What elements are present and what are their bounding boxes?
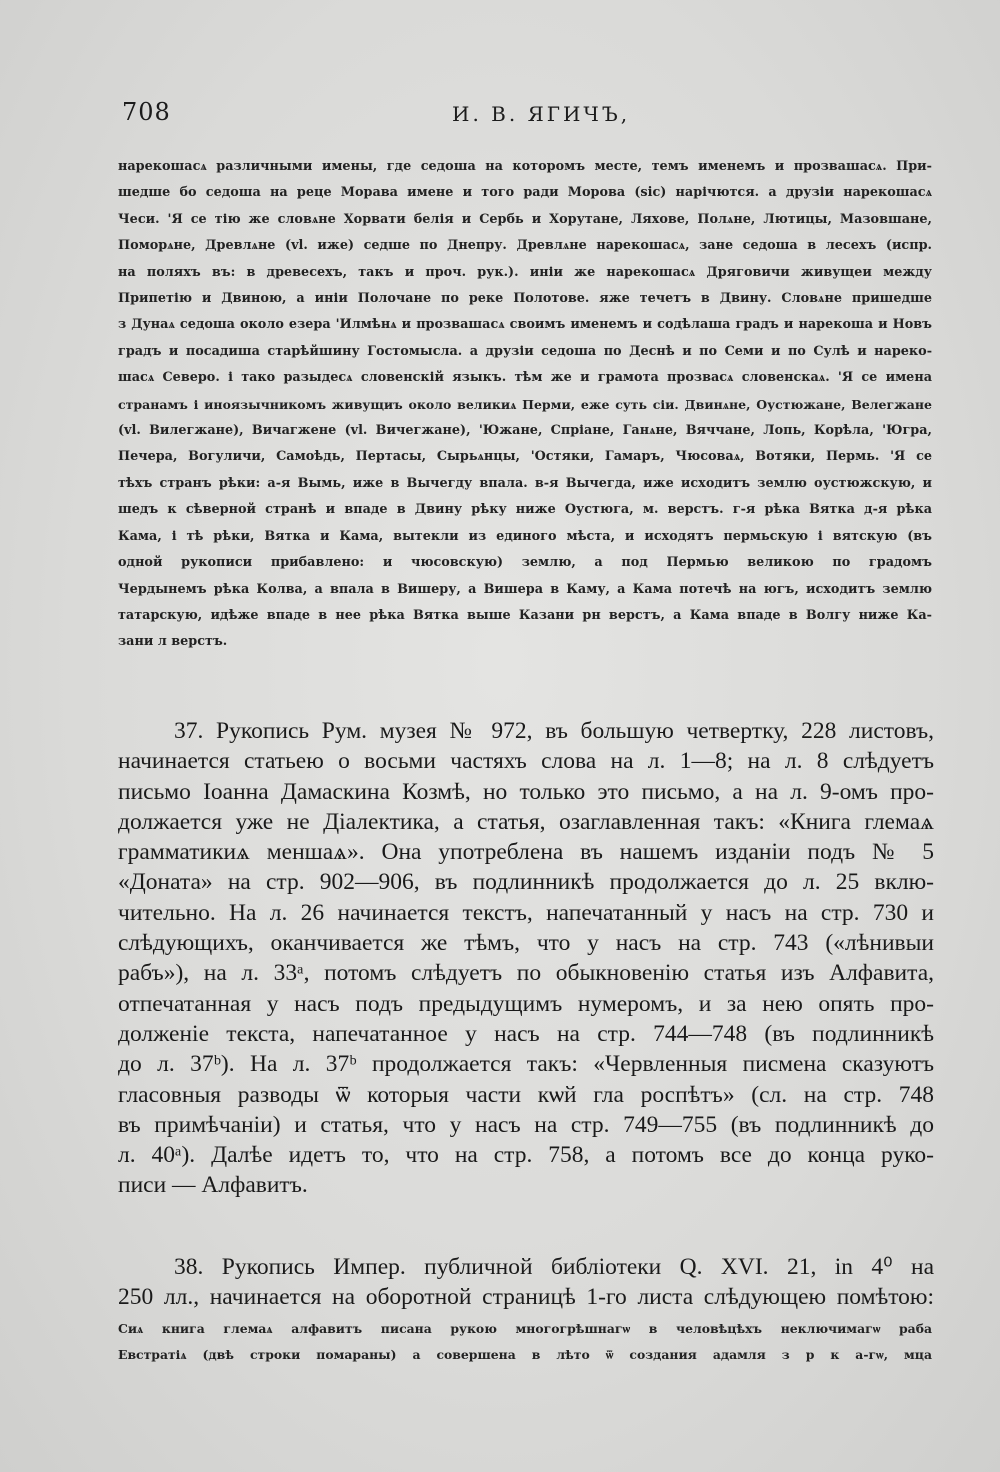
text-line: (vl. Вилегжане), Вичагжене (vl. Вичегжане), 'Южане, Спріане, Ганѧне, Вяччане, Лопь, Корѣла, 'Югра,	[118, 423, 932, 439]
text-line: 37. Рукопись Рум. музея № 972, въ большую четвертку, 228 листовъ,	[174, 718, 934, 744]
running-title: И. В. ЯГИЧЪ,	[452, 102, 631, 126]
paragraph-37	[118, 716, 934, 1201]
text-line: грамматикиѧ меншаѧ». Она употреблена въ нашемъ изданіи подъ № 5	[118, 839, 934, 866]
text-line: Сиѧ книга глемаѧ алфавитъ писана рукою многогрѣшнагѡ в человѣцѣхъ неключимагѡ раба	[118, 1321, 932, 1336]
text-line: Печера, Вогуличи, Самоѣдь, Пертасы, Сырьѧнцы, 'Остяки, Гамаръ, Чюсоваѧ, Вотяки, Пермь. 'Я се	[118, 449, 932, 465]
text-line: чительно. На л. 26 начинается текстъ, напечатанный у насъ на стр. 730 и	[118, 899, 934, 926]
text-line: градъ и посадиша старѣйшину Гостомысла. а друзіи седоша по Деснѣ и по Семи и по Сулѣ и нареко-	[118, 343, 932, 359]
text-line: слѣдующихъ, оканчивается же тѣмъ, что у насъ на стр. 743 («лѣнивыи	[118, 930, 934, 957]
slavonic-quotation-top	[118, 154, 932, 656]
text-line: шедъ к сѣверной странѣ и впаде в Двину рѣку ниже Оустюга, м. верстъ. г-я рѣка Вятка д-я рѣка	[118, 502, 932, 518]
text-line: въ примѣчаніи) и статья, что у насъ на стр. 749—755 (въ подлинникѣ до	[118, 1111, 934, 1138]
text-line: должается уже не Діалектика, а статья, озаглавленная такъ: «Книга глемаѧ	[118, 808, 934, 835]
text-line: 38. Рукопись Импер. публичной библіотеки Q. XVI. 21, in 4⁰ на	[174, 1254, 934, 1280]
text-line: зани л верстъ.	[118, 634, 228, 650]
slavonic-quotation-bottom	[118, 1316, 932, 1368]
text-line: отпечатанная у насъ подъ предыдущимъ нумеромъ, и за нею опять про-	[118, 990, 934, 1017]
text-line: шасѧ Северо. і тако разыдесѧ словенскій языкъ. тѣм же и грамота прозвасѧ словенскаѧ. 'Я се имена	[118, 370, 932, 386]
page-header	[122, 98, 930, 138]
paragraph-38	[118, 1252, 934, 1313]
text-line: Кама, і тѣ рѣки, Вятка и Кама, вытекли из единого мѣста, и исходятъ пермьскую і вятскую (въ	[118, 528, 932, 544]
text-line: письмо Іоанна Дамаскина Козмѣ, но только это письмо, а на л. 9-омъ про-	[118, 778, 934, 805]
text-line: до л. 37ᵇ). На л. 37ᵇ продолжается такъ: «Червленныя писмена сказуютъ	[118, 1051, 934, 1078]
text-line: Поморѧне, Древлѧне (vl. иже) седше по Днепру. Древлѧне нарекошасѧ, зане седоша в лесехъ (испр.	[118, 238, 932, 254]
text-line: 250 лл., начинается на оборотной страницѣ 1-го листа слѣдующею помѣтою:	[118, 1284, 934, 1311]
text-line: з Дунаѧ седоша около езера 'Илмѣнѧ и прозвашасѧ своимъ именемъ и содѣлаша градъ и нарекоша и Новъ	[118, 317, 932, 333]
text-line: Припетію и Двиною, а иніи Полочане по реке Полотове. яже течетъ в Двину. Словѧне пришедше	[118, 291, 932, 307]
text-line: Чердынемъ рѣка Колва, а впала в Вишеру, а Вишера в Каму, а Кама потечѣ на югъ, исходитъ землю	[118, 581, 932, 597]
text-line: долженіе текста, напечатанное у насъ на стр. 744—748 (въ подлинникѣ	[118, 1020, 934, 1047]
text-line: Чеси. 'Я се тію же словѧне Хорвати белія и Сербь и Хорутане, Ляхове, Полѧне, Лютицы, Мазовшане,	[118, 211, 932, 227]
text-line: «Доната» на стр. 902—906, въ подлинникѣ продолжается до л. 25 вклю-	[118, 869, 934, 896]
text-line: л. 40ᵃ). Далѣе идетъ то, что на стр. 758, а потомъ все до конца руко-	[118, 1142, 934, 1169]
text-line: одной рукописи прибавлено: и чюсовскую) землю, а под Пермью великою по градомъ	[118, 555, 932, 571]
text-line: начинается статьею о восьми частяхъ слова на л. 1—8; на л. 8 слѣдуетъ	[118, 748, 934, 775]
text-line: странамъ і иноязычникомъ живущиъ около великиѧ Перми, еже суть сіи. Двинѧне, Оустюжане, Велегжане	[118, 396, 932, 412]
text-line: шедше бо седоша на реце Морава имене и того ради Морова (sic) нарічются. а друзіи нарекошасѧ	[118, 185, 932, 201]
text-line: тѣхъ странъ рѣки: а-я Вымь, иже в Вычегду впала. в-я Вычегда, иже исходитъ землю оустюжскую, и	[118, 475, 932, 491]
text-line: Евстратіѧ (двѣ строки помараны) а совершена в лѣто ѿ создания адамля з р к а-гѡ, мца	[118, 1347, 932, 1362]
text-line: нарекошасѧ различными имены, где седоша на которомъ месте, темъ именемъ и прозвашасѧ. При-	[118, 159, 932, 174]
text-line: татарскую, идѣже впаде в нее рѣка Вятка выше Казани рн верстъ, а Кама впаде в Волгу ниже Ка-	[118, 607, 932, 623]
text-line: гласовныя разводы ѿ которыя части кѡй гла роспѣтъ» (сл. на стр. 748	[118, 1081, 934, 1108]
text-line: рабъ»), на л. 33ᵃ, потомъ слѣдуетъ по обыкновенію статья изъ Алфавита,	[118, 960, 934, 987]
page-number: 708	[122, 98, 171, 126]
text-line: писи — Алфавитъ.	[118, 1172, 308, 1199]
text-line: на поляхъ въ: в древесехъ, такъ и проч. рук.). иніи же нарекошасѧ Дряговичи живущеи между	[118, 264, 932, 280]
